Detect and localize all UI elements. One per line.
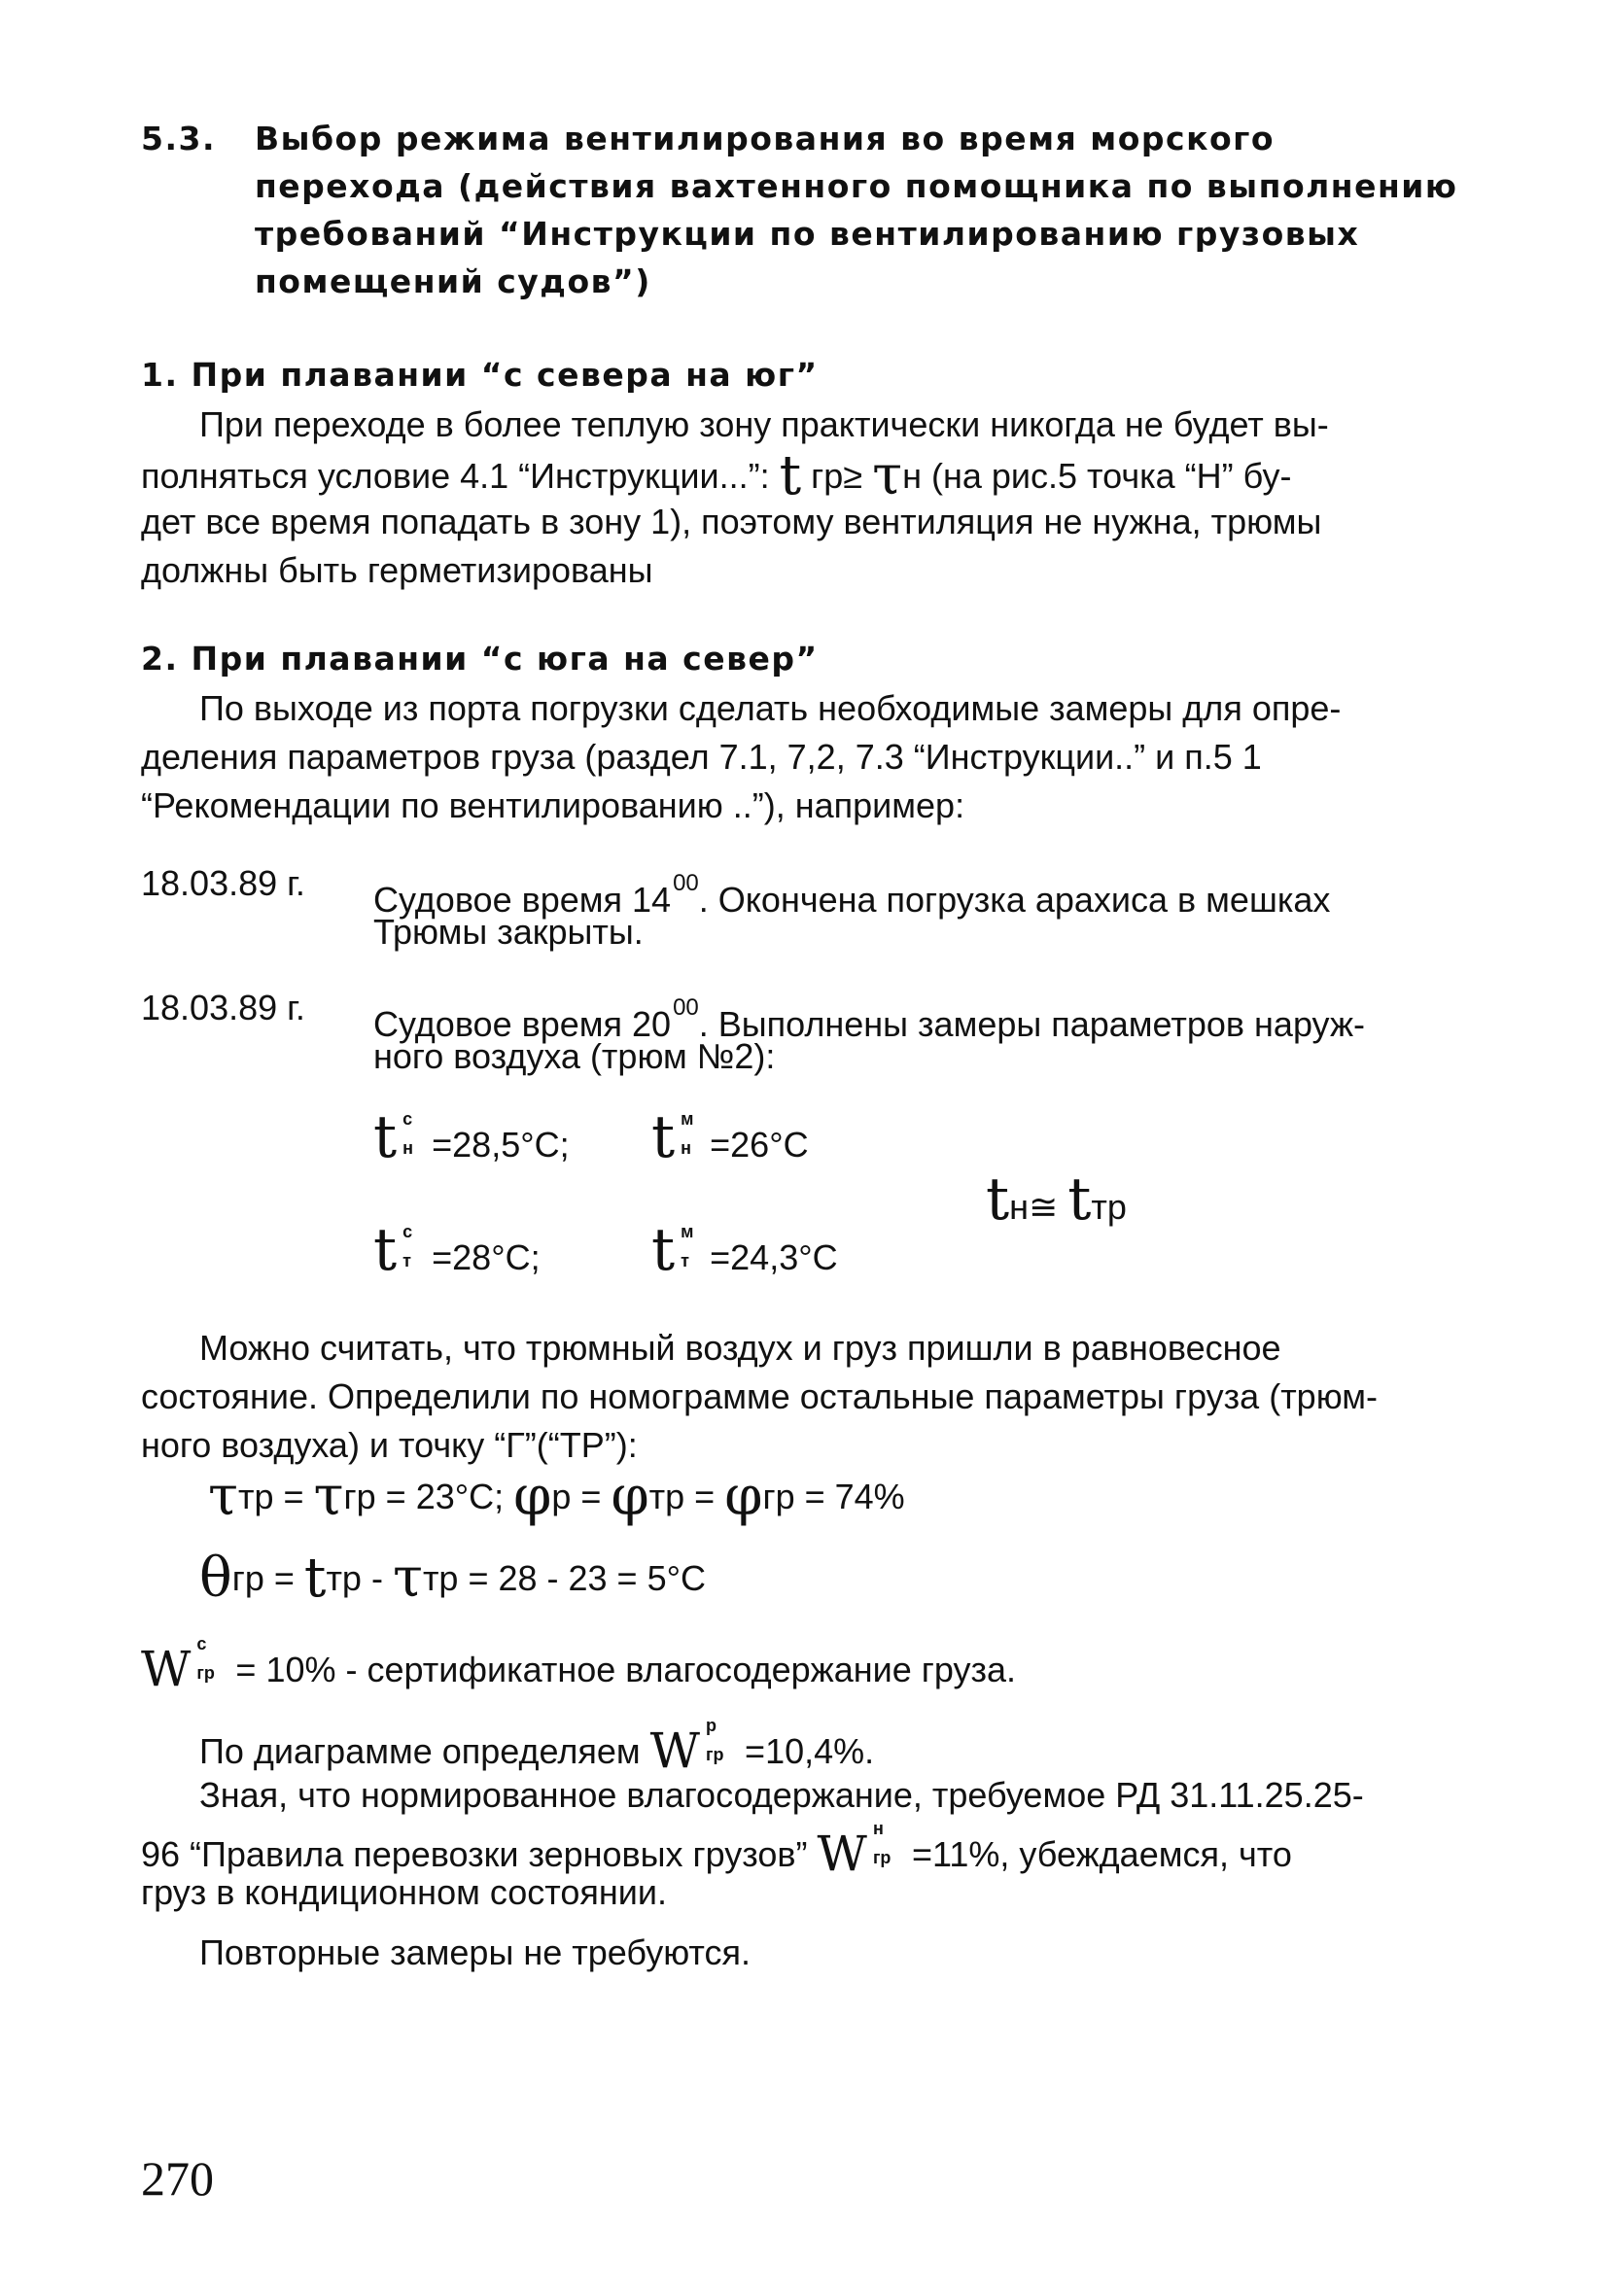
index-sup: с xyxy=(402,1222,413,1241)
formula-2-part-b: тр - xyxy=(326,1558,383,1598)
index-stack xyxy=(871,1820,898,1874)
symbol-t: t xyxy=(779,444,802,507)
moisture-cert xyxy=(141,1634,1017,1697)
index-stack xyxy=(401,1110,428,1165)
index-sup: р xyxy=(706,1716,717,1735)
part1-gr: гр xyxy=(811,456,844,496)
part1-line3: дет все время попадать в зону 1), поэтому вентиляция не нужна, трюмы xyxy=(141,502,1322,541)
moisture-diagram xyxy=(199,1716,875,1779)
section-number: 5.3. xyxy=(141,120,216,157)
measure-relation xyxy=(986,1165,1127,1234)
log-entry-1-text: . Окончена погрузка арахиса в мешках xyxy=(698,880,1331,920)
formula-1-part-c: р = xyxy=(551,1477,602,1516)
formula-1-part-d: тр = xyxy=(648,1477,716,1516)
relation-approx: ≅ xyxy=(1029,1187,1059,1227)
symbol-tau: τ xyxy=(392,1547,423,1610)
part1-line2 xyxy=(141,444,1292,507)
measure-value: =26°С xyxy=(710,1125,809,1165)
symbol-t: t xyxy=(303,1547,327,1610)
symbol-tau: τ xyxy=(208,1465,238,1528)
conclusion-line3: ного воздуха) и точку “Г”(“ТР”): xyxy=(141,1425,638,1465)
symbol-t: t xyxy=(986,1165,1010,1234)
index-sup: с xyxy=(196,1634,207,1653)
symbol-tau: τ xyxy=(313,1465,344,1528)
measure-value: =28°С; xyxy=(432,1237,541,1277)
index-sup: н xyxy=(872,1819,884,1838)
formula-2-part-a: гр = xyxy=(231,1558,295,1598)
symbol-t: t xyxy=(1067,1165,1092,1234)
symbol-W: W xyxy=(141,1641,192,1697)
moisture-diagram-value: =10,4%. xyxy=(745,1731,875,1771)
index-sup: м xyxy=(681,1109,694,1129)
part1-line2-start: полняться условие 4.1 “Инструкции...”: xyxy=(141,456,770,496)
index-stack xyxy=(401,1223,428,1277)
moisture-norm-value: =11%, убеждаемся, что xyxy=(911,1834,1292,1874)
moisture-diagram-text: По диаграмме определяем xyxy=(199,1731,641,1771)
symbol-tau: τ xyxy=(872,444,903,507)
symbol-t: t xyxy=(651,1216,676,1284)
index-sub: гр xyxy=(196,1663,215,1683)
moisture-norm-text: 96 “Правила перевозки зерновых грузов” xyxy=(141,1834,808,1874)
formula-1-part-b: гр = 23°С; xyxy=(343,1477,505,1516)
formula-1 xyxy=(208,1465,905,1528)
symbol-t: t xyxy=(373,1216,398,1284)
part2-line1: По выходе из порта погрузки сделать необходимые замеры для опре- xyxy=(199,688,1342,728)
index-sup: м xyxy=(681,1222,694,1241)
symbol-t: t xyxy=(373,1103,398,1171)
index-sub: гр xyxy=(872,1848,891,1867)
moisture-norm-line1: Зная, что нормированное влагосодержание, требуемое РД 31.11.25.25- xyxy=(199,1775,1364,1815)
symbol-theta: θ xyxy=(199,1547,232,1610)
repeat-measurements: Повторные замеры не требуются. xyxy=(199,1932,751,1972)
formula-1-part-a: тр = xyxy=(237,1477,304,1516)
log-entry-2-text: . Выполнены замеры параметров наруж- xyxy=(698,1004,1366,1044)
index-stack xyxy=(704,1717,731,1771)
symbol-W: W xyxy=(649,1722,701,1779)
part1-heading: 1. При плавании “с севера на юг” xyxy=(141,356,819,394)
log-date-2: 18.03.89 г. xyxy=(141,988,305,1027)
conclusion-line2: состояние. Определили по номограмме остальные параметры груза (трюм- xyxy=(141,1376,1379,1416)
log-date-1: 18.03.89 г. xyxy=(141,863,305,903)
formula-2-part-c: тр = 28 - 23 = 5°С xyxy=(422,1558,706,1598)
log-entry-2-line2: ного воздуха (трюм №2): xyxy=(373,1036,776,1076)
measure-t-c-n xyxy=(373,1103,570,1171)
index-sub: н xyxy=(681,1138,691,1158)
part2-line3: “Рекомендации по вентилированию ..”), например: xyxy=(141,785,965,825)
part1-line4: должны быть герметизированы xyxy=(141,550,653,590)
log-entry-2-time-sup: 00 xyxy=(673,994,699,1021)
moisture-norm-line3: груз в кондиционном состоянии. xyxy=(141,1872,667,1912)
measure-value: =24,3°С xyxy=(710,1237,838,1277)
moisture-cert-text: = 10% - сертификатное влагосодержание груза. xyxy=(235,1650,1017,1689)
part1-line2-end: н (на рис.5 точка “Н” бу- xyxy=(902,456,1292,496)
index-stack xyxy=(194,1635,222,1689)
symbol-W: W xyxy=(817,1826,867,1882)
symbol-phi: φ xyxy=(611,1465,649,1528)
index-sub: гр xyxy=(706,1745,724,1764)
index-stack xyxy=(679,1110,706,1165)
index-sub: т xyxy=(681,1251,689,1270)
index-sup: с xyxy=(402,1109,413,1129)
log-entry-2-time: Судовое время 20 xyxy=(373,1004,672,1044)
symbol-phi: φ xyxy=(513,1465,552,1528)
index-sub: н xyxy=(402,1138,413,1158)
measure-t-c-t xyxy=(373,1216,541,1284)
relation-n: н xyxy=(1009,1187,1030,1227)
measure-value: =28,5°С; xyxy=(432,1125,570,1165)
formula-1-part-e: гр = 74% xyxy=(762,1477,905,1516)
conclusion-line1: Можно считать, что трюмный воздух и груз пришли в равновесное xyxy=(199,1328,1281,1368)
log-entry-1-line2: Трюмы закрыты. xyxy=(373,912,644,952)
measure-t-m-t xyxy=(651,1216,838,1284)
part2-heading: 2. При плавании “с юга на север” xyxy=(141,640,819,678)
measure-t-m-n xyxy=(651,1103,809,1171)
log-entry-1-time: Судовое время 14 xyxy=(373,880,672,920)
part1-ge: ≥ xyxy=(843,456,863,496)
part2-line2: деления параметров груза (раздел 7.1, 7,2, 7.3 “Инструкции..” и п.5 1 xyxy=(141,737,1262,777)
part1-line1: При переходе в более теплую зону практически никогда не будет вы- xyxy=(199,404,1329,444)
page-number: 270 xyxy=(141,2151,214,2206)
index-stack xyxy=(679,1223,706,1277)
relation-tr: тр xyxy=(1091,1187,1127,1227)
symbol-phi: φ xyxy=(724,1465,763,1528)
symbol-t: t xyxy=(651,1103,676,1171)
log-entry-1-time-sup: 00 xyxy=(673,870,699,896)
formula-2 xyxy=(199,1547,706,1610)
index-sub: т xyxy=(402,1251,411,1270)
section-title: Выбор режима вентилирования во время морского перехода (действия вахтенного помощника по выполнению требований “Инструкции по вентилированию грузовых помещений судов”) xyxy=(255,120,1458,300)
